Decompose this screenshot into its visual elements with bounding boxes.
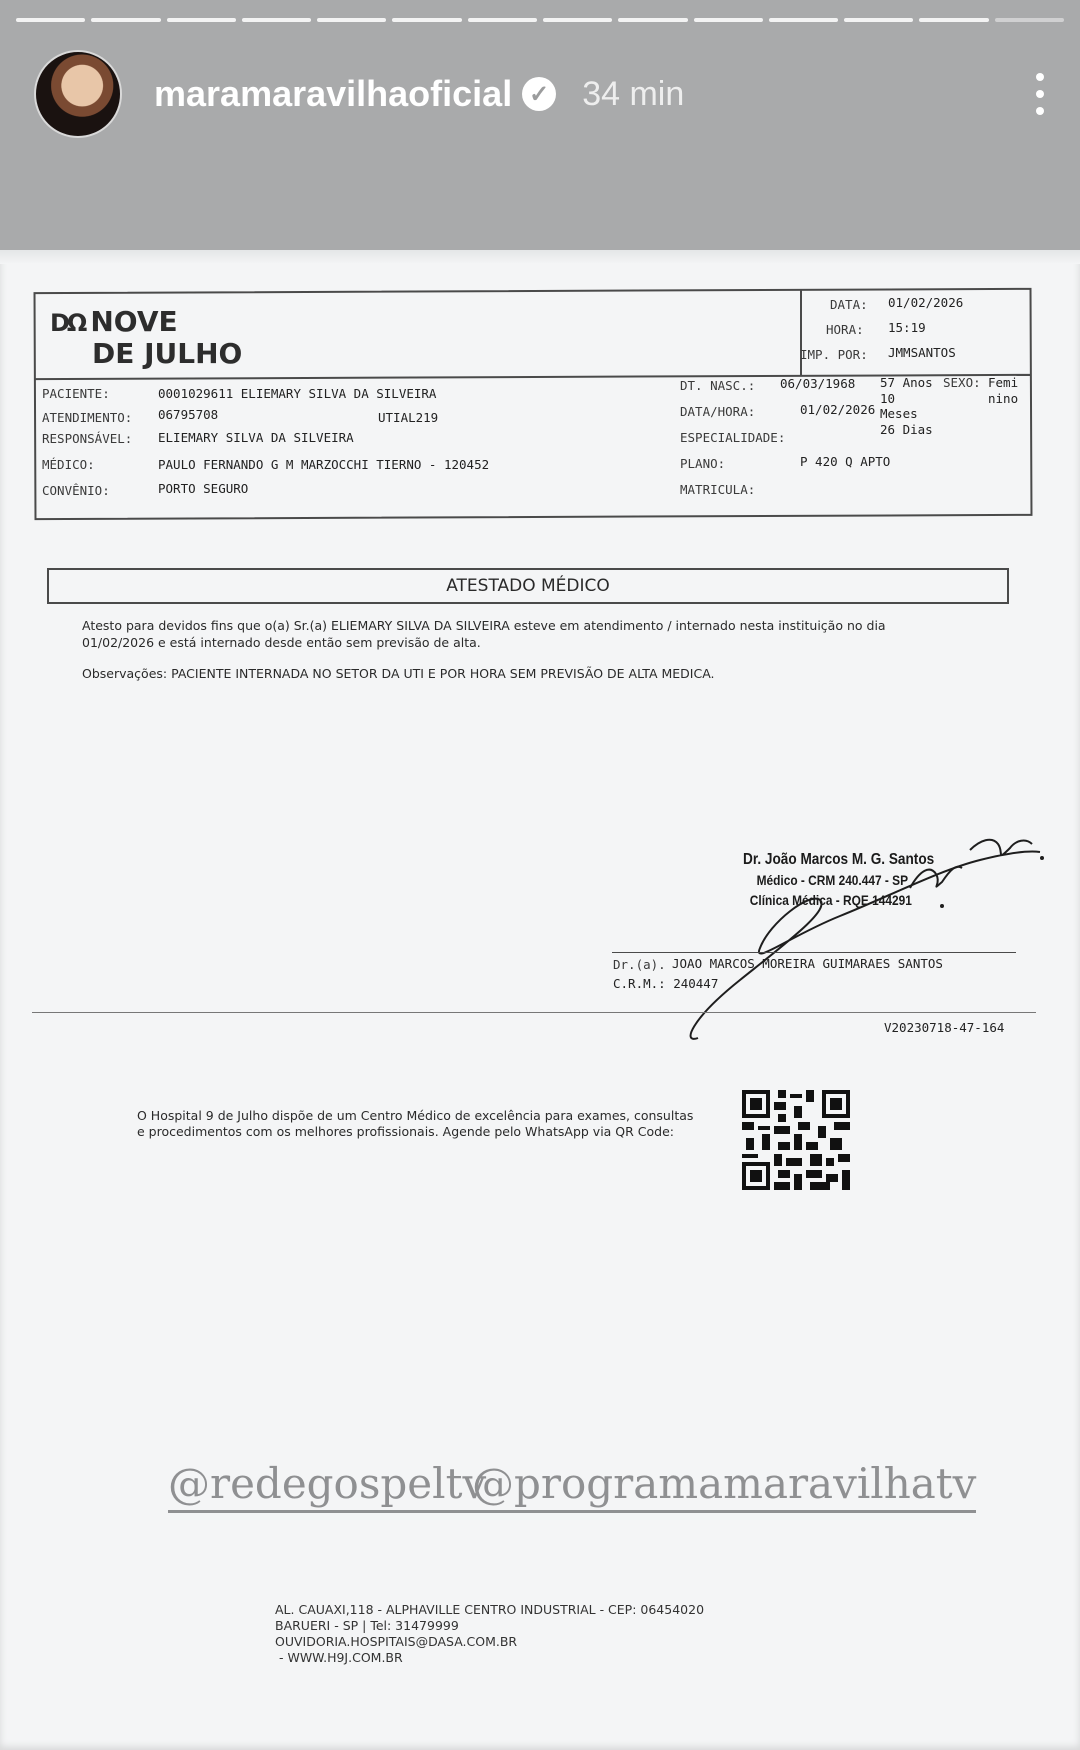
stamp-name: Dr. João Marcos M. G. Santos (743, 851, 935, 868)
story-progress-segment (392, 18, 461, 22)
age-months: Meses (880, 406, 918, 421)
date-label: DATA: (830, 297, 868, 312)
mention-programamaravilhatv[interactable]: @programamaravilhatv (472, 1460, 976, 1513)
responsible-label: RESPONSÁVEL: (42, 431, 133, 446)
story-progress-segment (543, 18, 612, 22)
dot-icon (1036, 107, 1044, 115)
datetime-value: 01/02/2026 (800, 402, 876, 417)
verified-badge-icon: ✓ (522, 77, 556, 111)
sex-label: SEXO: (943, 375, 981, 390)
registration-label: MATRICULA: (680, 482, 756, 497)
attendance-value: 06795708 (158, 407, 219, 422)
responsible-value: ELIEMARY SILVA DA SILVEIRA (158, 430, 354, 445)
username[interactable]: maramaravilhaoficial (154, 73, 513, 114)
printed-by-label: IMP. POR: (800, 347, 868, 362)
patient-label: PACIENTE: (42, 386, 110, 401)
age-days: 26 Dias (880, 422, 933, 437)
story-progress-segment (769, 18, 838, 22)
attendance-label: ATENDIMENTO: (42, 410, 133, 425)
more-options-button[interactable] (1034, 73, 1046, 115)
handwritten-signature-icon (680, 830, 1060, 1050)
story-progress-segment (91, 18, 160, 22)
signer-crm: C.R.M.: 240447 (613, 976, 719, 991)
date-value: 01/02/2026 (888, 295, 964, 310)
promo-line-2: e procedimentos com os melhores profissionais. Agende pelo WhatsApp via QR Code: (137, 1124, 675, 1139)
patient-value: 0001029611 ELIEMARY SILVA DA SILVEIRA (158, 386, 437, 401)
printed-by-value: JMMSANTOS (888, 345, 956, 360)
document-version: V20230718-47-164 (884, 1020, 1005, 1035)
doctor-label: MÉDICO: (42, 457, 95, 472)
story-progress-segment (995, 18, 1064, 22)
mention-redegospeltv[interactable]: @redegospeltv (168, 1460, 486, 1513)
birthdate-value: 06/03/1968 (780, 376, 856, 391)
story-progress-segment (694, 18, 763, 22)
signer-name: JOAO MARCOS MOREIRA GUIMARAES SANTOS (672, 956, 943, 971)
hospital-address-footer: AL. CAUAXI,118 - ALPHAVILLE CENTRO INDUSTRIAL - CEP: 06454020 BARUERI - SP | Tel: 31479999 OUVIDORIA.HOSPITAIS@DASA.COM.BR - WWW.H9J.COM.BR (275, 1602, 705, 1665)
dot-icon (1036, 73, 1044, 81)
signature-line (612, 952, 1016, 953)
birthdate-label: DT. NASC.: (680, 378, 756, 393)
specialty-label: ESPECIALIDADE: (680, 430, 786, 445)
sex-value-2: nino (988, 391, 1019, 406)
stamp-crm: Médico - CRM 240.447 - SP (756, 872, 909, 888)
story-progress-segment (468, 18, 537, 22)
certificate-body-line-1: Atesto para devidos fins que o(a) Sr.(a) ELIEMARY SILVA DA SILVEIRA esteve em atendimento / internado nesta instituição no dia (82, 618, 886, 633)
story-progress-segment (242, 18, 311, 22)
age-years: 57 Anos (880, 375, 933, 390)
avatar[interactable] (34, 50, 122, 138)
plan-label: PLANO: (680, 456, 726, 471)
document-title: ATESTADO MÉDICO (47, 568, 1009, 604)
story-progress-segment (919, 18, 988, 22)
sex-value-1: Femi (988, 375, 1019, 390)
certificate-body-line-2: 01/02/2026 e está internado desde então sem previsão de alta. (82, 635, 481, 650)
dot-icon (1036, 90, 1044, 98)
story-progress-bar (16, 18, 1064, 22)
story-header (34, 48, 1056, 140)
story-progress-segment (317, 18, 386, 22)
observations: Observações: PACIENTE INTERNADA NO SETOR DA UTI E POR HORA SEM PREVISÃO DE ALTA MEDICA. (82, 666, 715, 681)
paper-edge (0, 250, 1080, 264)
signer-label: Dr.(a). (613, 957, 666, 972)
story-progress-segment (167, 18, 236, 22)
stamp-specialty: Clínica Médica - RQE 144291 (749, 892, 912, 908)
time-label: HORA: (826, 322, 864, 337)
story-progress-segment (844, 18, 913, 22)
promo-line-1: O Hospital 9 de Julho dispõe de um Centro Médico de excelência para exames, consultas (137, 1108, 694, 1123)
story-progress-segment (618, 18, 687, 22)
bed-value: UTIAL219 (378, 410, 439, 425)
time-value: 15:19 (888, 320, 926, 335)
age-months-number: 10 (880, 391, 896, 406)
doctor-value: PAULO FERNANDO G M MARZOCCHI TIERNO - 120452 (158, 457, 490, 472)
section-divider (32, 1012, 1036, 1013)
post-time: 34 min (582, 74, 685, 113)
frame-divider (800, 290, 802, 376)
hospital-logo: DΩ NOVE DE JULHO (50, 305, 243, 370)
whatsapp-qr-code-icon[interactable] (742, 1090, 850, 1190)
datetime-label: DATA/HORA: (680, 404, 756, 419)
logo-mark-icon: DΩ (50, 309, 85, 337)
story-progress-segment (16, 18, 85, 22)
insurance-value: PORTO SEGURO (158, 481, 249, 496)
insurance-label: CONVÊNIO: (42, 483, 110, 498)
plan-value: P 420 Q APTO (800, 454, 891, 469)
